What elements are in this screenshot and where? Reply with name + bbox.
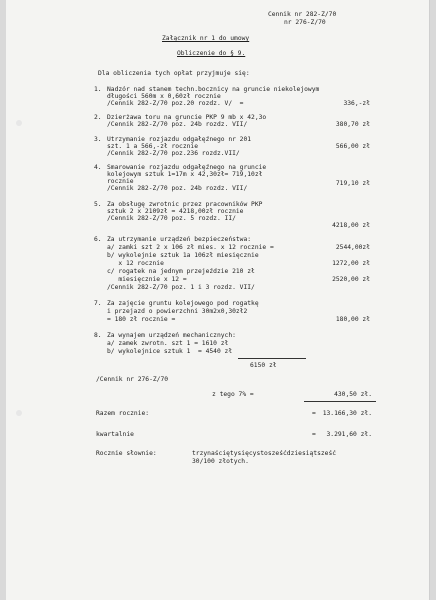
item-1-number: 1. [94, 86, 102, 93]
item-8-line-1: Za wynajem urządzeń mechanicznych: [107, 332, 236, 339]
item-8-number: 8. [94, 332, 102, 339]
item-4-amount: 719,10 zł [335, 180, 370, 187]
item-4-line-4: /Cennik 282-Z/70 poz. 24b rozdz. VII/ [107, 185, 248, 192]
item-1-line-2: długości 560m x 0,60zł rocznie [107, 93, 221, 100]
margin-mark [16, 410, 22, 416]
annual-total-eq: = [312, 410, 316, 417]
item-6-line-3: b/ wykolejnie sztuk 1a 106zł miesięcznie [107, 252, 259, 259]
item-7-line-1: Za zajęcie gruntu kolejowego pod rogatkę [107, 300, 259, 307]
margin-mark [16, 120, 22, 126]
item-6-line-2: a/ zamki szt 2 x 106 zł mies. x 12 rocznie = [107, 244, 274, 251]
item-1-line-1: Nadzór nad stanem techn.bocznicy na gruncie niekolejowym [107, 86, 320, 93]
attachment-title: Załącznik nr 1 do umowy [162, 35, 250, 42]
item-3-line-2: szt. 1 a 566,-zł rocznie [107, 143, 198, 150]
calculation-subtitle: Obliczenie do § 9. [177, 50, 246, 57]
annual-total-label: Razem rocznie: [96, 410, 150, 417]
item-6-line-5: c/ rogatek na jednym przejeździe 210 zł [107, 268, 255, 275]
amount-in-words-line-2: 30/100 złotych. [192, 458, 249, 465]
tax-rule [304, 401, 376, 402]
item-6-line-7: /Cennik 282-Z/70 poz. 1 i 3 rozdz. VII/ [107, 284, 255, 291]
annual-total-amount: 13.166,30 zł. [322, 410, 372, 417]
quarterly-total-amount: 3.291,60 zł. [326, 431, 372, 438]
price-list-ref-1: Cennik nr 282-Z/70 [268, 11, 337, 18]
item-8-line-3: b/ wykolejnice sztuk 1 = 4540 zł [107, 348, 233, 355]
quarterly-total-label: kwartalnie [96, 431, 134, 438]
item-5-line-2: sztuk 2 x 2109zł = 4218,00zł rocznie [107, 208, 244, 215]
item-6-amount-b: 1272,00 zł [332, 260, 370, 267]
item-2-line-1: Dzierżawa toru na gruncie PKP 9 mb x 42,3o [107, 114, 267, 121]
item-4-line-2: kolejowym sztuk 1=17m x 42,30zł= 719,10zł [107, 171, 263, 178]
item-7-number: 7. [94, 300, 102, 307]
item-3-line-1: Utrzymanie rozjazdu odgałęźnego nr 201 [107, 136, 252, 143]
document-page [6, 0, 430, 600]
item-5-line-1: Za obsługę zwrotnic przez pracowników PKP [107, 201, 263, 208]
item-8-subtotal: 6150 zł [250, 362, 277, 369]
item-6-number: 6. [94, 236, 102, 243]
tax-label: z tego 7% = [212, 391, 254, 398]
amount-in-words-label: Rocznie słownie: [96, 450, 157, 457]
item-4-line-1: Smarowanie rozjazdu odgałęźnego na gruncie [107, 164, 267, 171]
item-2-amount: 380,70 zł [335, 121, 370, 128]
quarterly-total-eq: = [312, 431, 316, 438]
item-1-line-3: /Cennik 282-Z/70 poz.20 rozdz. V/ = [107, 100, 244, 107]
item-4-line-3: rocznie [107, 178, 134, 185]
item-6-amount-c: 2520,00 zł [332, 276, 370, 283]
item-3-amount: 566,00 zł [335, 143, 370, 150]
item-8-price-list: /Cennik nr 276-Z/70 [96, 376, 169, 383]
item-7-amount: 180,00 zł [335, 316, 370, 323]
item-6-line-1: Za utrzymanie urządzeń bezpieczeństwa: [107, 236, 252, 243]
subtotal-rule [238, 358, 306, 359]
item-7-line-3: = 180 zł rocznie = [107, 316, 176, 323]
item-5-number: 5. [94, 201, 102, 208]
amount-in-words-line-1: trzynaściętysięcystosześćdziesiątsześć [192, 450, 337, 457]
item-2-line-2: /Cennik 282-Z/70 poz. 24b rozdz. VII/ [107, 121, 248, 128]
tax-amount: 430,50 zł. [334, 391, 372, 398]
item-6-line-6: miesięcznie x 12 = [107, 276, 187, 283]
item-5-line-3: /Cennik 282-Z/70 poz. 5 rozdz. II/ [107, 215, 236, 222]
item-3-line-3: /Cennik 282-Z/70 poz.236 rozdz.VII/ [107, 150, 240, 157]
item-6-amount-a: 2544,00zł [335, 244, 370, 251]
item-4-number: 4. [94, 164, 102, 171]
item-2-number: 2. [94, 114, 102, 121]
item-3-number: 3. [94, 136, 102, 143]
item-5-amount: 4218,00 zł [332, 222, 370, 229]
item-8-line-2: a/ zamek zwrotn. szt 1 = 1610 zł [107, 340, 229, 347]
price-list-ref-2: nr 276-Z/70 [284, 19, 326, 26]
intro-text: Dla obliczenia tych opłat przyjmuje się: [98, 70, 250, 77]
item-1-amount: 336,-zł [343, 100, 370, 107]
item-7-line-2: i przejazd o powierzchni 30m2x0,30zł2 [107, 308, 248, 315]
item-6-line-4: x 12 rocznie [107, 260, 164, 267]
